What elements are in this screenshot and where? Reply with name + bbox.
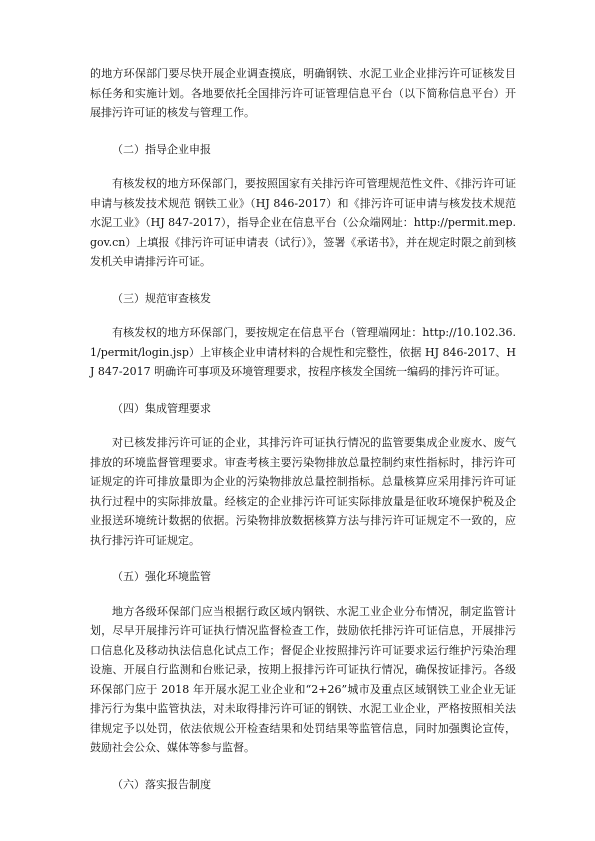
section-heading-strengthen-supervision: （五）强化环境监管 (112, 570, 211, 583)
paragraph-guide-enterprise: 有核发权的地方环保部门，要按照国家有关排污许可管理规范性文件、《排污许可证申请与核发技术规范 钢铁工业》（HJ 846-2017）和《排污许可证申请与核发技术规范 水泥工业》（HJ 847-2017），指导企业在信息平台（公众端网址：http://permit.mep.gov.cn）上填报《排污许可证申请表（试行）》，签署《承诺书》，并在规定时限之前到核发机关申请排污许可证。 (90, 177, 516, 268)
paragraph-intro: 的地方环保部门要尽快开展企业调查摸底，明确钢铁、水泥工业企业排污许可证核发目标任务和实施计划。各地要依托全国排污许可证管理信息平台（以下简称信息平台）开展排污许可证的核发与管理工作。 (90, 67, 516, 119)
paragraph-strengthen-supervision: 地方各级环保部门应当根据行政区域内钢铁、水泥工业企业分布情况，制定监管计划，尽早开展排污许可证执行情况监督检查工作，鼓励依托排污许可证信息，开展排污口信息化及移动执法信息化试点工作；督促企业按照排污许可证要求运行维护污染治理设施、开展自行监测和台账记录，按期上报排污许可证执行情况，确保按证排污。各级环保部门应于 2018 年开展水泥工业企业和“2+26”城市及重点区域钢铁工业企业无证排污行为集中监管执法，对未取得排污许可证的钢铁、水泥工业企业，严格按照相关法律规定予以处罚，依法依规公开检查结果和处罚结果等监管信息，同时加强舆论宣传，鼓励社会公众、媒体等参与监督。 (90, 604, 516, 754)
section-heading-review-issue: （三）规范审查核发 (112, 291, 211, 305)
paragraph-integrated-management: 对已核发排污许可证的企业，其排污许可证执行情况的监管要集成企业废水、废气排放的环境监督管理要求。审查考核主要污染物排放总量控制约束性指标时，排污许可证规定的许可排放量即为企业的污染物排放总量控制指标。总量核算应采用排污许可证执行过程中的实际排放量。经核定的企业排污许可证实际排放量是征收环境保护税及企业报送环境统计数据的依据。污染物排放数据核算方法与排污许可证规定不一致的，应执行排污许可证规定。 (90, 436, 516, 547)
document-body (90, 64, 516, 809)
section-heading-reporting-system: （六）落实报告制度 (112, 777, 211, 791)
paragraph-review-issue: 有核发权的地方环保部门，要按规定在信息平台（管理端网址：http://10.102.36.1/permit/login.jsp）上审核企业申请材料的合规性和完整性，依据 HJ 846-2017、HJ 847-2017 明确许可事项及环境管理要求，按程序核发全国统一编码的排污许可证。 (90, 326, 516, 378)
section-heading-integrated-management: （四）集成管理要求 (112, 401, 211, 415)
section-heading-guide-enterprise: （二）指导企业申报 (112, 142, 211, 156)
